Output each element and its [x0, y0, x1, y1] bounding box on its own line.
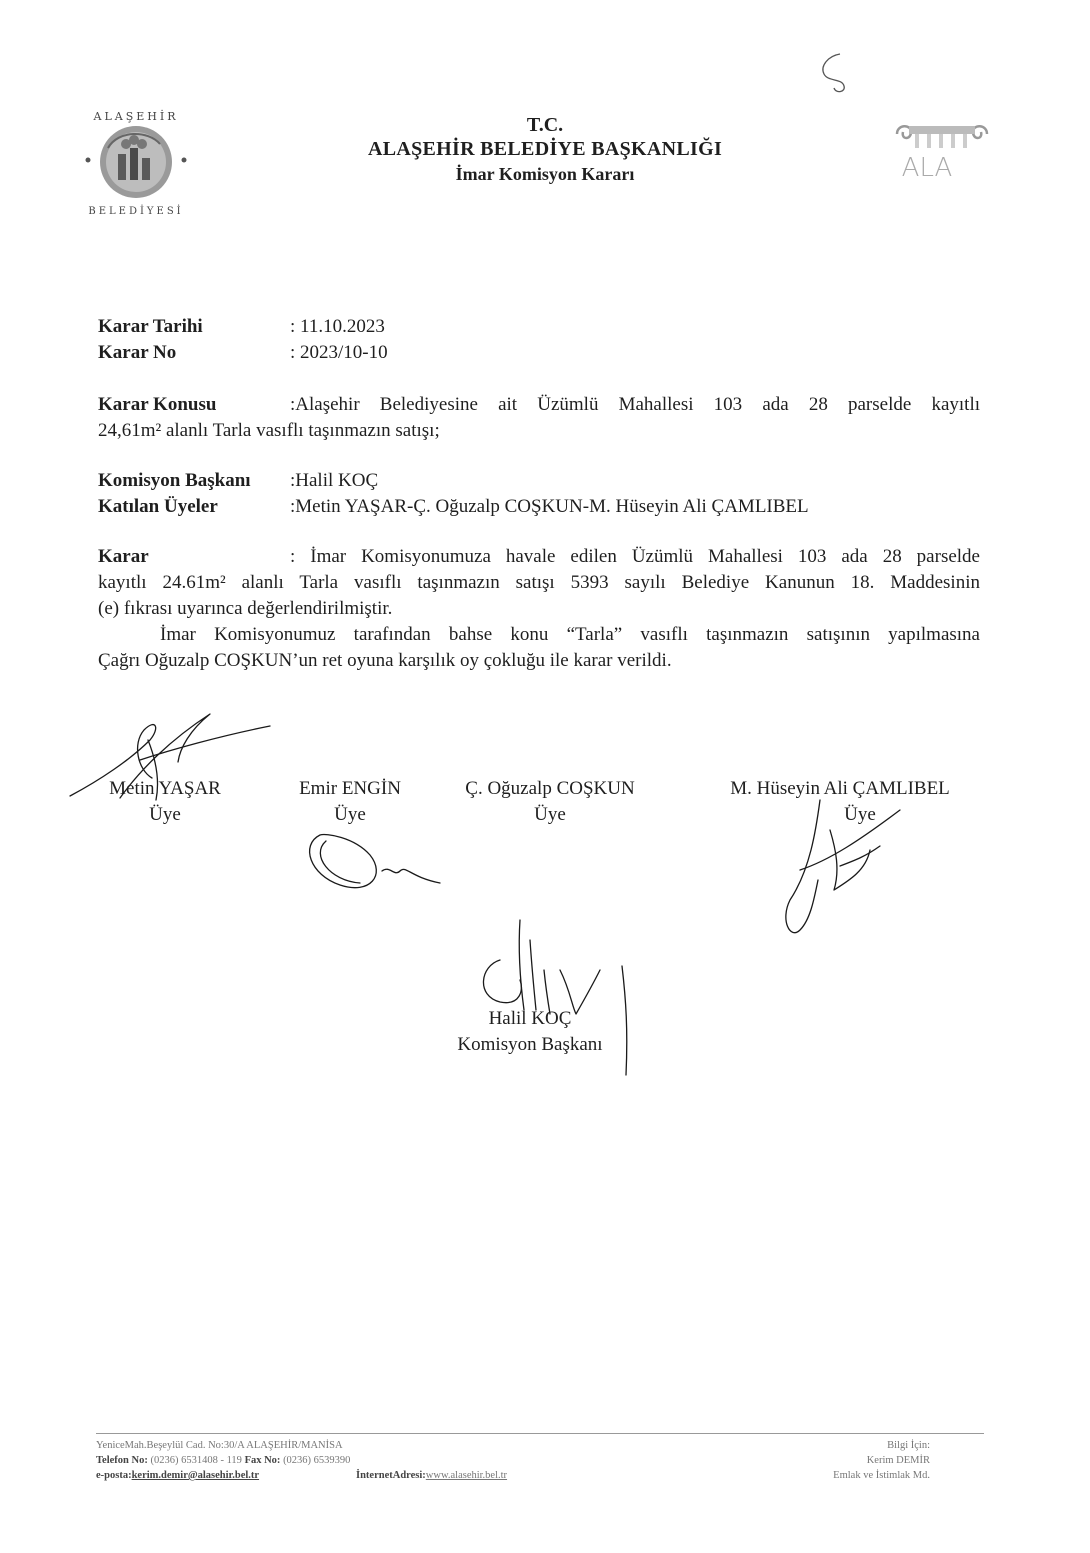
footer-web [356, 1470, 507, 1481]
header-institution: ALAŞEHİR BELEDİYE BAŞKANLIĞI [367, 138, 723, 160]
signatory-3-role: Üye [534, 804, 566, 825]
chair-signatory-role: Komisyon Başkanı [457, 1034, 603, 1055]
footer-divider [96, 1433, 984, 1434]
footer-email [96, 1470, 259, 1481]
signatory-3-name: Ç. Oğuzalp COŞKUN [465, 778, 635, 799]
decision-date-label: Karar Tarihi [98, 316, 203, 337]
chair-signatory-name: Halil KOÇ [488, 1008, 572, 1029]
signatory-2-role: Üye [334, 804, 366, 825]
commission-chair-label: Komisyon Başkanı [98, 470, 251, 491]
signature-emir-engin [290, 825, 450, 905]
decision-line-1: : İmar Komisyonumuza havale edilen Üzümlü Mahallesi 103 ada 28 parselde [290, 546, 980, 567]
footer-phone-label: Telefon No: [96, 1455, 148, 1466]
signatory-4-name: M. Hüseyin Ali ÇAMLIBEL [730, 778, 950, 799]
footer-phone-fax [96, 1455, 350, 1466]
footer-phone-value: (0236) 6531408 - 119 [150, 1455, 242, 1466]
page-number-handwritten [810, 48, 860, 98]
footer-fax-value: (0236) 6539390 [283, 1455, 351, 1466]
footer-web-label: İnternetAdresi: [356, 1470, 426, 1481]
svg-text:ALAŞEHİR: ALAŞEHİR [93, 110, 179, 123]
footer-info-label: Bilgi İçin: [887, 1440, 930, 1451]
decision-line-4: İmar Komisyonumuz tarafından bahse konu “Tarla” vasıflı taşınmazın satışının yapılmasına [160, 624, 980, 645]
footer-email-label: e-posta: [96, 1470, 132, 1481]
svg-text:BELEDİYESİ: BELEDİYESİ [88, 206, 184, 217]
footer-fax-label: Fax No: [244, 1455, 281, 1466]
footer-email-link[interactable]: kerim.demir@alasehir.bel.tr [131, 1470, 260, 1481]
subject-line-1: :Alaşehir Belediyesine ait Üzümlü Mahallesi 103 ada 28 parselde kayıtlı [290, 394, 980, 415]
commission-chair-value: :Halil KOÇ [290, 470, 379, 491]
signatory-4-role: Üye [844, 804, 876, 825]
decision-date-value: : 11.10.2023 [290, 316, 385, 337]
decision-label: Karar [98, 546, 149, 567]
footer-address: YeniceMah.Beşeylül Cad. No:30/A ALAŞEHİR/MANİSA [96, 1440, 343, 1451]
members-value: :Metin YAŞAR-Ç. Oğuzalp COŞKUN-M. Hüseyin Ali ÇAMLIBEL [290, 496, 809, 517]
header-tc: T.C. [526, 114, 564, 136]
decision-line-5: Çağrı Oğuzalp COŞKUN’un ret oyuna karşılık oy çokluğu ile karar verildi. [98, 650, 672, 671]
signatory-2-name: Emir ENGİN [299, 778, 401, 799]
decision-line-2: kayıtlı 24.61m² alanlı Tarla vasıflı taşınmazın satışı 5393 sayılı Belediye Kanunun 18. Maddesinin [98, 572, 980, 593]
subject-label: Karar Konusu [98, 394, 217, 415]
footer-info-name: Kerim DEMİR [866, 1455, 930, 1466]
header-document-type: İmar Komisyon Kararı [455, 164, 635, 184]
svg-text:ALA: ALA [901, 153, 953, 183]
decision-no-label: Karar No [98, 342, 177, 363]
subject-line-2: 24,61m² alanlı Tarla vasıflı taşınmazın satışı; [98, 420, 440, 441]
signature-halil-koc [460, 910, 640, 1080]
signature-metin-yasar [60, 700, 280, 810]
signature-huseyin-camlibel [770, 790, 930, 950]
decision-no-value: : 2023/10-10 [290, 342, 388, 363]
footer-info-department: Emlak ve İstimlak Md. [833, 1470, 930, 1481]
footer-web-link[interactable]: www.alasehir.bel.tr [425, 1470, 508, 1481]
signatory-1-name: Metin YAŞAR [109, 778, 221, 799]
members-label: Katılan Üyeler [98, 496, 218, 517]
decision-line-3: (e) fıkrası uyarınca değerlendirilmiştir. [98, 598, 393, 619]
signatory-1-role: Üye [149, 804, 181, 825]
